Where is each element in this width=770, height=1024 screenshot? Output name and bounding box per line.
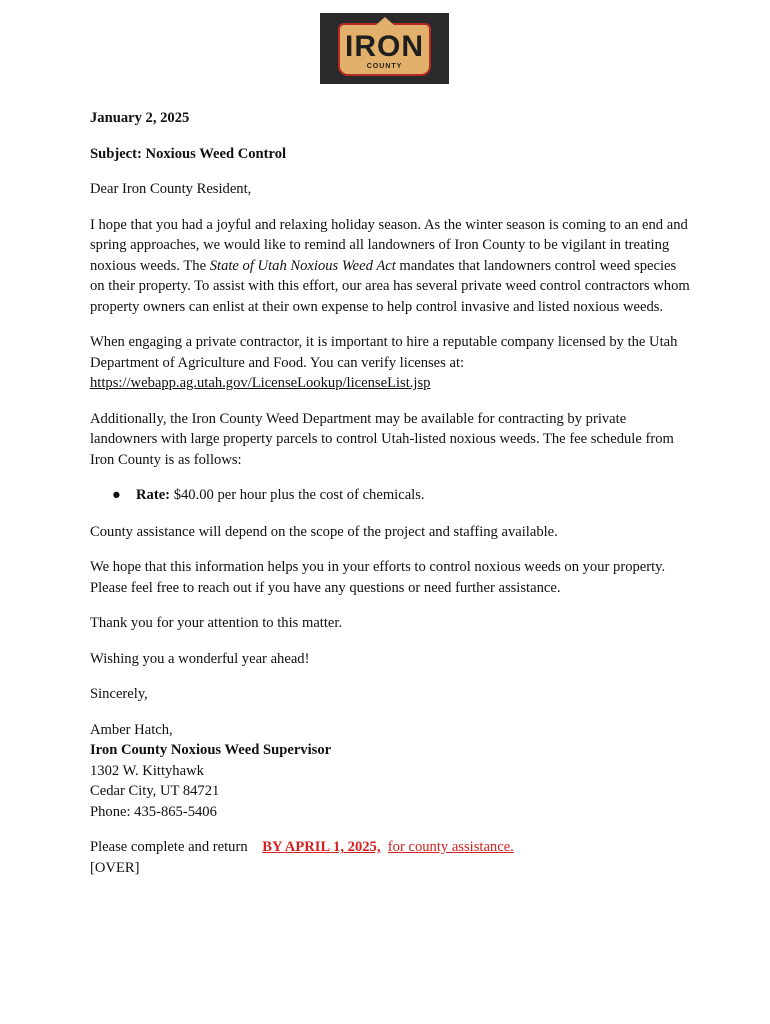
signature-block — [90, 720, 690, 823]
paragraph-fee-schedule: Additionally, the Iron County Weed Department may be available for contracting by private landowners with large property parcels to control Utah-listed noxious weeds. The fee schedule from Iron County is as follows: — [90, 410, 674, 468]
phone: Phone: 435-865-5406 — [90, 803, 217, 820]
rate-text: $40.00 per hour plus the cost of chemicals. — [170, 487, 425, 503]
letter-date: January 2, 2025 — [90, 110, 190, 126]
letter-body — [90, 108, 690, 878]
paragraph-help: We hope that this information helps you in your efforts to control noxious weeds on your property. Please feel free to reach out if you have any questions or need further assistance. — [90, 559, 666, 596]
act-name: State of Utah Noxious Weed Act — [209, 257, 396, 274]
signer-title: Iron County Noxious Weed Supervisor — [90, 742, 332, 758]
address-line-1: 1302 W. Kittyhawk — [90, 762, 204, 779]
list-item — [90, 485, 690, 506]
signer-name: Amber Hatch, — [90, 721, 173, 738]
intro-text-1: I hope that you had a joyful and relaxing holiday season. As the winter season is coming to an end and spring approaches, we would like to remind all landowners of Iron County to be vigilant in treating noxious weeds. The — [90, 216, 688, 274]
address-line-2: Cedar City, UT 84721 — [90, 783, 220, 799]
closing: Sincerely, — [90, 686, 148, 702]
paragraph-assistance: County assistance will depend on the scope of the project and staffing available. — [90, 523, 558, 540]
letter-greeting: Dear Iron County Resident, — [90, 181, 252, 197]
deadline-rest-text: for county assistance. — [387, 839, 514, 855]
rate-label: Rate: — [136, 487, 171, 503]
paragraph-contractor — [90, 332, 690, 394]
return-text: Please complete and return — [90, 839, 248, 855]
paragraph-thanks: Thank you for your attention to this matter. — [90, 615, 343, 631]
paragraph-intro — [90, 215, 690, 318]
bullet-icon: ● — [112, 487, 121, 503]
logo-title: IRON — [345, 30, 424, 63]
iron-county-logo — [320, 13, 449, 84]
over-marker: [OVER] — [90, 859, 140, 876]
intro-text-2: mandates that landowners control weed species on their property. To assist with this effort, our area has several private weed control contractors whom property owners can enlist at their own expense to help control invasive and listed noxious weeds. — [90, 257, 690, 315]
mountain-icon — [376, 17, 394, 25]
fee-list — [90, 485, 690, 506]
license-lookup-link[interactable]: https://webapp.ag.utah.gov/LicenseLookup/licenseList.jsp — [90, 375, 431, 391]
logo-badge — [338, 23, 431, 85]
contractor-text: When engaging a private contractor, it is important to hire a reputable company licensed by the Utah Department of Agriculture and Food. You can verify licenses at: — [90, 334, 678, 371]
paragraph-wishes: Wishing you a wonderful year ahead! — [90, 650, 310, 667]
footer-return — [90, 837, 690, 858]
deadline-text: BY APRIL 1, 2025, — [262, 839, 381, 855]
letter-subject: Subject: Noxious Weed Control — [90, 145, 287, 162]
logo-subtitle: COUNTY — [366, 63, 403, 70]
logo-est: EST. 1850 — [368, 79, 401, 85]
